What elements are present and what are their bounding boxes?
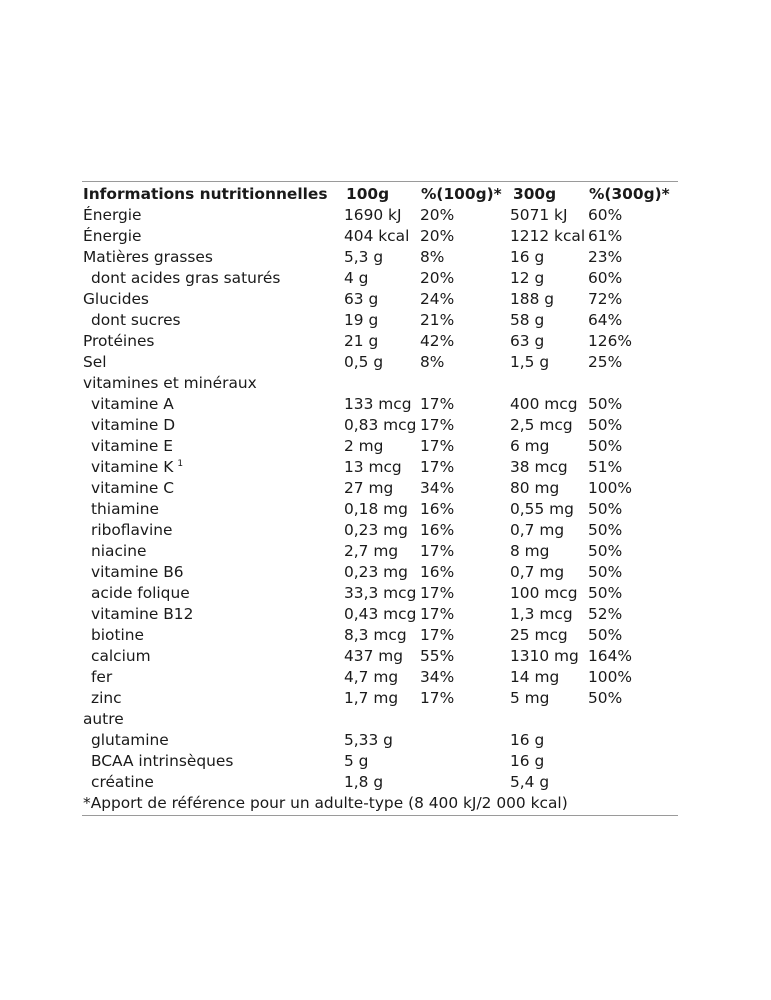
percent-300g: 100% — [588, 668, 633, 686]
table-row — [82, 394, 678, 415]
amount-100g: 437 mg — [344, 647, 404, 665]
percent-100g: 17% — [420, 605, 455, 623]
header-percent-300g: %(300g)* — [589, 185, 670, 203]
amount-100g: 0,83 mcg — [344, 416, 417, 434]
percent-100g: 17% — [420, 584, 455, 602]
amount-100g: 5,33 g — [344, 731, 393, 749]
percent-300g: 126% — [588, 332, 633, 350]
percent-300g: 60% — [588, 269, 623, 287]
footnote: *Apport de référence pour un adulte-type (8 400 kJ/2 000 kcal) — [83, 794, 568, 812]
amount-100g: 0,5 g — [344, 353, 384, 371]
percent-300g: 50% — [588, 521, 623, 539]
amount-100g: 1,7 mg — [344, 689, 399, 707]
nutrient-label: dont acides gras saturés — [91, 269, 281, 287]
table-row — [82, 520, 678, 541]
percent-300g: 50% — [588, 626, 623, 644]
nutrient-label: créatine — [91, 773, 154, 791]
nutrient-label: vitamine K — [91, 458, 174, 476]
percent-300g: 50% — [588, 395, 623, 413]
percent-100g: 16% — [420, 563, 455, 581]
amount-100g: 5,3 g — [344, 248, 384, 266]
amount-100g: 5 g — [344, 752, 369, 770]
nutrient-name — [91, 457, 183, 478]
percent-300g: 164% — [588, 647, 633, 665]
amount-100g: 4 g — [344, 269, 369, 287]
percent-300g: 100% — [588, 479, 633, 497]
amount-100g: 27 mg — [344, 479, 394, 497]
amount-300g: 16 g — [510, 731, 545, 749]
table-row — [82, 352, 678, 373]
percent-100g: 17% — [420, 458, 455, 476]
amount-300g: 8 mg — [510, 542, 550, 560]
amount-100g: 21 g — [344, 332, 379, 350]
percent-300g: 72% — [588, 290, 623, 308]
nutrient-label: vitamine E — [91, 437, 173, 455]
percent-100g: 17% — [420, 437, 455, 455]
table-header — [82, 182, 678, 205]
nutrient-label: BCAA intrinsèques — [91, 752, 234, 770]
percent-100g: 24% — [420, 290, 455, 308]
amount-300g: 100 mcg — [510, 584, 578, 602]
table-row — [82, 730, 678, 751]
percent-100g: 20% — [420, 206, 455, 224]
amount-300g: 1310 mg — [510, 647, 579, 665]
percent-100g: 21% — [420, 311, 455, 329]
amount-300g: 25 mcg — [510, 626, 568, 644]
nutrient-label: vitamine C — [91, 479, 174, 497]
table-row — [82, 709, 678, 730]
amount-300g: 5 mg — [510, 689, 550, 707]
amount-100g: 1,8 g — [344, 773, 384, 791]
header-100g: 100g — [346, 185, 390, 203]
amount-100g: 0,18 mg — [344, 500, 408, 518]
nutrient-label: vitamines et minéraux — [83, 374, 257, 392]
percent-300g: 50% — [588, 584, 623, 602]
percent-300g: 50% — [588, 563, 623, 581]
table-row — [82, 415, 678, 436]
table-row — [82, 688, 678, 709]
percent-300g: 52% — [588, 605, 623, 623]
percent-300g: 51% — [588, 458, 623, 476]
amount-100g: 2 mg — [344, 437, 384, 455]
amount-300g: 1212 kcal — [510, 227, 586, 245]
percent-300g: 50% — [588, 542, 623, 560]
nutrient-name — [91, 394, 174, 415]
amount-300g: 188 g — [510, 290, 555, 308]
amount-300g: 400 mcg — [510, 395, 578, 413]
nutrient-label: autre — [83, 710, 124, 728]
amount-100g: 0,23 mg — [344, 563, 408, 581]
nutrient-label: riboflavine — [91, 521, 173, 539]
table-row — [82, 583, 678, 604]
nutrient-label: acide folique — [91, 584, 190, 602]
footnote-marker: 1 — [177, 459, 184, 469]
percent-100g: 17% — [420, 689, 455, 707]
amount-100g: 63 g — [344, 290, 379, 308]
table-row — [82, 205, 678, 226]
percent-100g: 8% — [420, 353, 445, 371]
percent-300g: 64% — [588, 311, 623, 329]
percent-100g: 55% — [420, 647, 455, 665]
nutrient-name — [91, 688, 122, 709]
amount-100g: 404 kcal — [344, 227, 410, 245]
nutrient-label: dont sucres — [91, 311, 181, 329]
header-300g: 300g — [513, 185, 557, 203]
amount-100g: 4,7 mg — [344, 668, 399, 686]
nutrient-label: Sel — [83, 353, 107, 371]
nutrient-name — [83, 373, 257, 394]
table-row — [82, 541, 678, 562]
nutrient-name — [91, 625, 144, 646]
nutrition-table — [82, 181, 678, 816]
amount-100g: 19 g — [344, 311, 379, 329]
table-row — [82, 373, 678, 394]
nutrient-label: Énergie — [83, 206, 142, 224]
amount-100g: 8,3 mcg — [344, 626, 407, 644]
table-row — [82, 436, 678, 457]
nutrient-label: Glucides — [83, 290, 149, 308]
nutrient-name — [91, 646, 151, 667]
table-row — [82, 667, 678, 688]
percent-300g: 50% — [588, 437, 623, 455]
table-row — [82, 310, 678, 331]
table-row — [82, 331, 678, 352]
table-row — [82, 604, 678, 625]
percent-300g: 50% — [588, 689, 623, 707]
nutrient-name — [83, 709, 124, 730]
nutrient-name — [91, 478, 174, 499]
percent-300g: 50% — [588, 500, 623, 518]
table-body — [82, 205, 678, 793]
nutrient-name — [91, 583, 190, 604]
table-row — [82, 646, 678, 667]
percent-300g: 25% — [588, 353, 623, 371]
percent-100g: 16% — [420, 500, 455, 518]
amount-300g: 80 mg — [510, 479, 560, 497]
amount-300g: 0,7 mg — [510, 521, 565, 539]
nutrient-name — [91, 751, 233, 772]
table-row — [82, 247, 678, 268]
percent-100g: 20% — [420, 269, 455, 287]
nutrient-name — [83, 205, 142, 226]
table-row — [82, 289, 678, 310]
table-row — [82, 478, 678, 499]
percent-100g: 20% — [420, 227, 455, 245]
table-row — [82, 625, 678, 646]
amount-100g: 133 mcg — [344, 395, 412, 413]
amount-300g: 1,3 mcg — [510, 605, 573, 623]
nutrient-name — [83, 226, 142, 247]
amount-300g: 16 g — [510, 248, 545, 266]
nutrient-label: glutamine — [91, 731, 169, 749]
table-row — [82, 751, 678, 772]
percent-300g: 60% — [588, 206, 623, 224]
table-row — [82, 562, 678, 583]
header-percent-100g: %(100g)* — [421, 185, 502, 203]
percent-100g: 34% — [420, 479, 455, 497]
percent-300g: 61% — [588, 227, 623, 245]
nutrient-name — [91, 604, 193, 625]
amount-300g: 5071 kJ — [510, 206, 568, 224]
percent-100g: 17% — [420, 416, 455, 434]
nutrient-name — [91, 541, 146, 562]
nutrient-label: vitamine B12 — [91, 605, 194, 623]
amount-300g: 2,5 mcg — [510, 416, 573, 434]
nutrient-label: calcium — [91, 647, 151, 665]
amount-100g: 0,23 mg — [344, 521, 408, 539]
amount-100g: 33,3 mcg — [344, 584, 417, 602]
nutrient-name — [91, 520, 173, 541]
nutrient-label: vitamine D — [91, 416, 176, 434]
percent-100g: 8% — [420, 248, 445, 266]
percent-300g: 23% — [588, 248, 623, 266]
nutrient-label: zinc — [91, 689, 122, 707]
amount-300g: 0,55 mg — [510, 500, 574, 518]
nutrient-name — [91, 562, 184, 583]
nutrient-name — [83, 352, 107, 373]
amount-100g: 2,7 mg — [344, 542, 399, 560]
table-row — [82, 457, 678, 478]
percent-100g: 17% — [420, 626, 455, 644]
amount-300g: 38 mcg — [510, 458, 568, 476]
nutrient-name — [91, 499, 159, 520]
nutrient-name — [91, 415, 175, 436]
percent-100g: 42% — [420, 332, 455, 350]
amount-300g: 63 g — [510, 332, 545, 350]
nutrient-name — [91, 310, 181, 331]
amount-300g: 1,5 g — [510, 353, 550, 371]
nutrient-label: thiamine — [91, 500, 159, 518]
nutrient-name — [83, 289, 149, 310]
nutrient-label: Énergie — [83, 227, 142, 245]
amount-300g: 6 mg — [510, 437, 550, 455]
nutrient-name — [91, 772, 154, 793]
nutrient-label: vitamine A — [91, 395, 174, 413]
nutrient-name — [91, 730, 169, 751]
nutrient-name — [83, 247, 213, 268]
percent-100g: 16% — [420, 521, 455, 539]
amount-300g: 0,7 mg — [510, 563, 565, 581]
header-nutrient: Informations nutritionnelles — [83, 185, 328, 203]
nutrient-label: fer — [91, 668, 113, 686]
nutrient-label: biotine — [91, 626, 144, 644]
percent-100g: 34% — [420, 668, 455, 686]
nutrient-label: Matières grasses — [83, 248, 213, 266]
nutrient-name — [83, 331, 154, 352]
nutrient-name — [91, 268, 280, 289]
percent-100g: 17% — [420, 395, 455, 413]
amount-300g: 14 mg — [510, 668, 560, 686]
table-row — [82, 226, 678, 247]
percent-300g: 50% — [588, 416, 623, 434]
nutrient-label: Protéines — [83, 332, 155, 350]
amount-100g: 13 mcg — [344, 458, 402, 476]
amount-300g: 16 g — [510, 752, 545, 770]
table-row — [82, 499, 678, 520]
nutrient-name — [91, 436, 173, 457]
nutrient-label: vitamine B6 — [91, 563, 184, 581]
amount-300g: 12 g — [510, 269, 545, 287]
amount-300g: 58 g — [510, 311, 545, 329]
table-row — [82, 772, 678, 793]
amount-300g: 5,4 g — [510, 773, 550, 791]
amount-100g: 1690 kJ — [344, 206, 402, 224]
amount-100g: 0,43 mcg — [344, 605, 417, 623]
table-row — [82, 268, 678, 289]
nutrient-label: niacine — [91, 542, 147, 560]
nutrient-name — [91, 667, 112, 688]
percent-100g: 17% — [420, 542, 455, 560]
